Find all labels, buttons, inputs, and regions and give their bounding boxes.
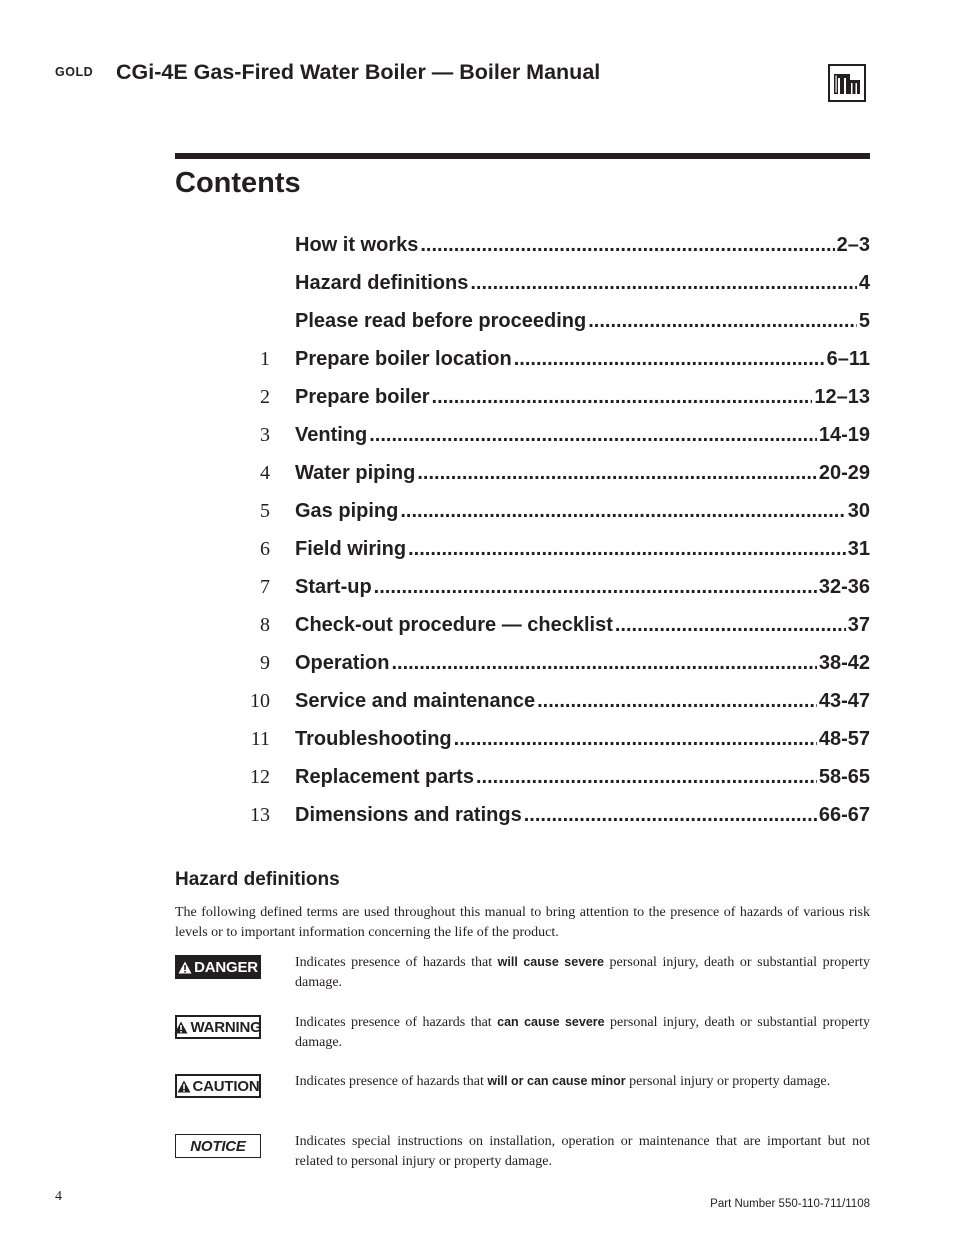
toc-row <box>0 228 954 266</box>
badge-label: DANGER <box>194 958 258 976</box>
toc-row <box>0 760 954 798</box>
toc-page-range: 2–3 <box>836 234 870 256</box>
warning-triangle-icon <box>177 1080 193 1093</box>
toc-page-range: 30 <box>847 500 870 522</box>
toc-section-number: 7 <box>260 576 270 598</box>
toc-row <box>0 418 954 456</box>
toc-entry <box>295 310 870 336</box>
toc-leader-dots <box>391 652 816 675</box>
toc-leader-dots <box>476 766 817 789</box>
toc-entry <box>295 766 870 792</box>
toc-page-range: 32-36 <box>818 576 870 598</box>
toc-page-range: 14-19 <box>818 424 870 446</box>
warning-triangle-icon <box>178 961 194 974</box>
brand-label: GOLD <box>55 65 94 79</box>
toc-section-number: 6 <box>260 538 270 560</box>
toc-entry-label: Service and maintenance <box>295 690 536 712</box>
toc-entry-label: Hazard definitions <box>295 272 469 294</box>
toc-leader-dots <box>537 690 817 713</box>
toc-page-range: 12–13 <box>814 386 870 408</box>
toc-entry <box>295 386 870 412</box>
hazard-emphasis: will or can cause minor <box>487 1074 626 1088</box>
toc-leader-dots <box>420 234 834 257</box>
hazard-intro-text: The following defined terms are used throughout this manual to bring attention to the presence of hazards of various risk levels or to important information concerning the life of the product. <box>175 905 870 940</box>
toc-page-range: 37 <box>847 614 870 636</box>
notice-badge <box>175 1134 261 1158</box>
toc-section-number: 5 <box>260 500 270 522</box>
toc-leader-dots <box>369 424 817 447</box>
hazard-definitions-title: Hazard definitions <box>175 869 340 890</box>
toc-page-range: 4 <box>858 272 870 294</box>
hazard-description: Indicates special instructions on installation, operation or maintenance that are important but not related to personal injury or property damage. <box>295 1134 870 1169</box>
toc-row <box>0 608 954 646</box>
toc-page-range: 58-65 <box>818 766 870 788</box>
toc-entry <box>295 652 870 678</box>
toc-leader-dots <box>374 576 817 599</box>
toc-page-range: 6–11 <box>826 348 870 370</box>
toc-leader-dots <box>588 310 857 333</box>
hazard-description: Indicates presence of hazards that will or can cause minor personal injury or property damage. <box>295 1074 831 1089</box>
toc-entry-label: Dimensions and ratings <box>295 804 522 826</box>
toc-section-number: 2 <box>260 386 270 408</box>
toc-entry-label: Check-out procedure — checklist <box>295 614 613 636</box>
toc-entry <box>295 538 870 564</box>
toc-row <box>0 456 954 494</box>
header-rule <box>175 153 870 159</box>
toc-entry-label: Replacement parts <box>295 766 474 788</box>
toc-row <box>0 494 954 532</box>
toc-row <box>0 342 954 380</box>
toc-leader-dots <box>408 538 846 561</box>
toc-section-number: 12 <box>250 766 270 788</box>
warning-triangle-icon <box>174 1021 190 1034</box>
toc-section-number: 4 <box>260 462 270 484</box>
toc-entry <box>295 576 870 602</box>
toc-entry <box>295 348 870 374</box>
toc-section-number: 10 <box>250 690 270 712</box>
page-number: 4 <box>55 1189 62 1204</box>
toc-page-range: 5 <box>858 310 870 332</box>
toc-entry <box>295 614 870 640</box>
toc-page-range: 43-47 <box>818 690 870 712</box>
toc-row <box>0 532 954 570</box>
toc-entry-label: Please read before proceeding <box>295 310 587 332</box>
hazard-description: Indicates presence of hazards that can cause severe personal injury, death or substantial property damage. <box>295 1015 871 1050</box>
toc-entry <box>295 728 870 754</box>
toc-entry <box>295 234 870 260</box>
toc-entry-label: Water piping <box>295 462 416 484</box>
toc-entry-label: Venting <box>295 424 368 446</box>
toc-entry-label: Prepare boiler <box>295 386 430 408</box>
caution-badge <box>175 1074 261 1098</box>
toc-section-number: 9 <box>260 652 270 674</box>
hazard-emphasis: can cause severe <box>497 1015 605 1029</box>
toc-leader-dots <box>615 614 846 637</box>
toc-page-range: 20-29 <box>818 462 870 484</box>
toc-entry <box>295 462 870 488</box>
toc-entry-label: Field wiring <box>295 538 407 560</box>
toc-section-number: 11 <box>250 728 270 750</box>
toc-entry-label: Gas piping <box>295 500 399 522</box>
hazard-description: Indicates presence of hazards that will cause severe personal injury, death or substantial property damage. <box>295 955 871 990</box>
part-number: Part Number 550-110-711/1108 <box>710 1198 870 1210</box>
toc-leader-dots <box>400 500 845 523</box>
toc-section-number: 13 <box>250 804 270 826</box>
toc-entry-label: Troubleshooting <box>295 728 452 750</box>
toc-leader-dots <box>454 728 817 751</box>
toc-page-range: 31 <box>847 538 870 560</box>
toc-entry <box>295 500 870 526</box>
toc-leader-dots <box>470 272 857 295</box>
toc-row <box>0 266 954 304</box>
toc-entry-label: Operation <box>295 652 390 674</box>
toc-row <box>0 722 954 760</box>
wm-logo-icon <box>828 64 866 102</box>
toc-entry <box>295 272 870 298</box>
toc-leader-dots <box>432 386 813 409</box>
toc-page-range: 66-67 <box>818 804 870 826</box>
toc-leader-dots <box>417 462 816 485</box>
toc-row <box>0 684 954 722</box>
toc-entry <box>295 424 870 450</box>
toc-row <box>0 380 954 418</box>
toc-page-range: 48-57 <box>818 728 870 750</box>
toc-row <box>0 798 954 836</box>
toc-leader-dots <box>524 804 817 827</box>
badge-label: CAUTION <box>192 1077 260 1095</box>
warning-badge <box>175 1015 261 1039</box>
toc-page-range: 38-42 <box>818 652 870 674</box>
manual-title: CGi-4E Gas-Fired Water Boiler — Boiler Manual <box>116 60 601 84</box>
toc-leader-dots <box>514 348 825 371</box>
toc-entry-label: Prepare boiler location <box>295 348 512 370</box>
toc-entry-label: Start-up <box>295 576 372 598</box>
toc-row <box>0 646 954 684</box>
toc-entry <box>295 690 870 716</box>
hazard-emphasis: will cause severe <box>497 955 604 969</box>
toc-section-number: 3 <box>260 424 270 446</box>
toc-entry-label: How it works <box>295 234 419 256</box>
toc-row <box>0 304 954 342</box>
contents-title: Contents <box>175 167 301 199</box>
badge-label: NOTICE <box>190 1137 246 1155</box>
toc-row <box>0 570 954 608</box>
page-header <box>55 60 815 90</box>
toc-section-number: 1 <box>260 348 270 370</box>
badge-label: WARNING <box>190 1018 262 1036</box>
toc-entry <box>295 804 870 830</box>
toc-section-number: 8 <box>260 614 270 636</box>
danger-badge <box>175 955 261 979</box>
